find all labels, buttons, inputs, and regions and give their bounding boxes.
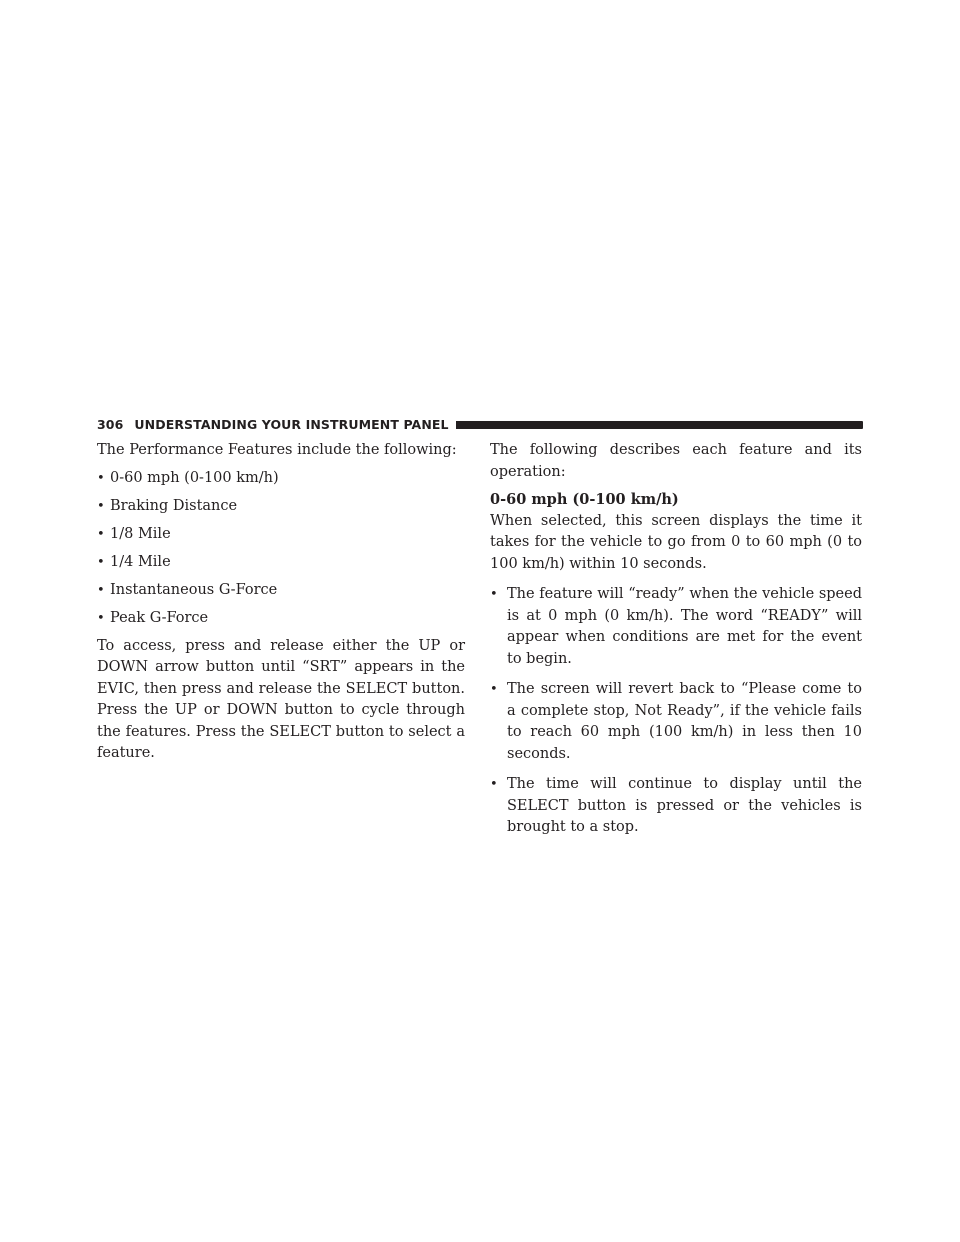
list-item <box>490 774 862 839</box>
feature-label: Peak G-Force <box>110 609 209 626</box>
feature-label: Braking Distance <box>110 497 238 514</box>
header-rule <box>456 421 863 429</box>
list-item <box>97 608 465 630</box>
bullet-icon: • <box>97 610 105 626</box>
list-item <box>97 468 465 490</box>
bullet-text: The feature will “ready” when the vehicle speed is at 0 mph (0 km/h). The word “READY” will appear when conditions are met for the event to begin. <box>507 586 862 667</box>
list-item <box>490 679 862 765</box>
bullet-icon: • <box>490 682 498 697</box>
bullet-icon: • <box>97 582 105 598</box>
bullet-icon: • <box>490 587 498 602</box>
feature-label: Instantaneous G-Force <box>110 581 278 598</box>
feature-heading: 0-60 mph (0-100 km/h) <box>490 491 679 508</box>
feature-label: 1/8 Mile <box>110 525 171 542</box>
bullet-text: The time will continue to display until the SELECT button is pressed or the vehicles is brought to a stop. <box>507 776 862 835</box>
list-item <box>97 552 465 574</box>
left-column <box>97 440 465 765</box>
bullet-text: The screen will revert back to “Please come to a complete stop, Not Ready”, if the vehicle fails to reach 60 mph (100 km/h) in less then 10 seconds. <box>507 681 862 762</box>
bullet-icon: • <box>97 526 105 542</box>
list-item <box>97 496 465 518</box>
page-header <box>97 417 863 432</box>
section-title: UNDERSTANDING YOUR INSTRUMENT PANEL <box>134 417 449 432</box>
feature-description: When selected, this screen displays the time it takes for the vehicle to go from 0 to 60 mph (0 to 100 km/h) within 10 seconds. <box>490 512 862 572</box>
list-item <box>97 524 465 546</box>
access-instructions: To access, press and release either the UP or DOWN arrow button until “SRT” appears in the EVIC, then press and release the SELECT button. Press the UP or DOWN button to cycle through the features. Press the SELECT button to select a feature. <box>97 637 465 761</box>
feature-label: 0-60 mph (0-100 km/h) <box>110 469 279 486</box>
bullet-icon: • <box>97 554 105 570</box>
features-intro: The Performance Features include the following: <box>97 442 457 458</box>
bullet-icon: • <box>97 470 105 486</box>
feature-list <box>97 468 465 630</box>
bullet-icon: • <box>97 498 105 514</box>
page-number: 306 <box>97 417 124 432</box>
right-column <box>490 440 862 848</box>
operation-bullet-list <box>490 584 862 839</box>
feature-label: 1/4 Mile <box>110 553 171 570</box>
bullet-icon: • <box>490 777 498 792</box>
description-intro: The following describes each feature and its operation: <box>490 442 862 480</box>
list-item <box>97 580 465 602</box>
list-item <box>490 584 862 670</box>
